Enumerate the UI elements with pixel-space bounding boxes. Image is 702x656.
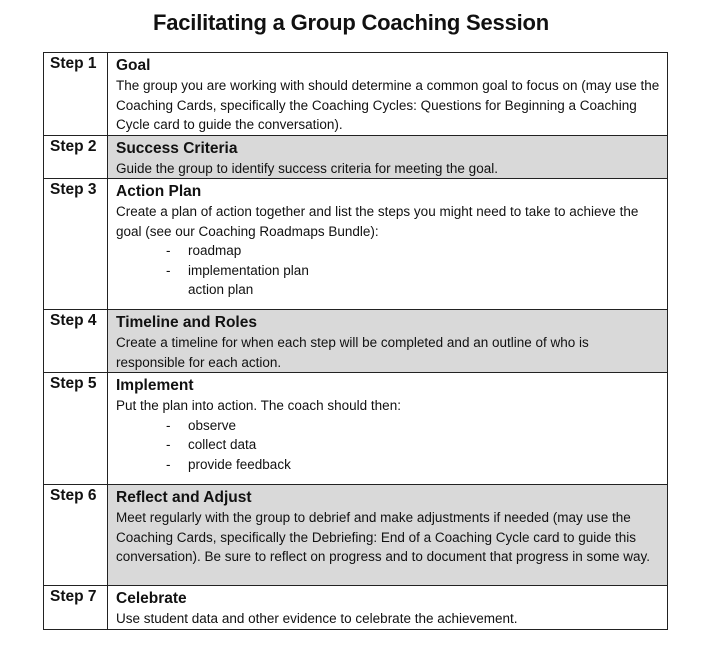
step-label: Step 2: [44, 135, 108, 179]
list-item-text: implementation plan: [188, 262, 309, 278]
step-body: Use student data and other evidence to celebrate the achievement.: [116, 611, 518, 626]
step-body: The group you are working with should determine a common goal to focus on (may use the Coaching Cards, specifically the Coaching Cycles: Questions for Beginning a Coaching Cycle card to guide the conversation).: [116, 78, 660, 132]
list-item: [166, 416, 661, 436]
list-item: [166, 280, 661, 300]
list-item: [166, 455, 661, 475]
dash-marker: -: [166, 437, 171, 452]
dash-marker: -: [166, 417, 171, 433]
list-item: [166, 261, 661, 281]
dash-marker: -: [166, 243, 171, 258]
step-content: [108, 485, 668, 586]
table-row: [44, 135, 668, 179]
list-item-text: action plan: [188, 282, 254, 297]
table-row: [44, 179, 668, 310]
step-heading: Celebrate: [116, 590, 187, 607]
step-content: [108, 135, 668, 179]
step-content: [108, 310, 668, 373]
step-label: Step 3: [44, 179, 108, 310]
step-heading: Goal: [116, 57, 151, 74]
dash-marker: -: [166, 262, 171, 278]
step-label: Step 1: [44, 53, 108, 136]
step-heading: Implement: [116, 377, 194, 394]
table-row: [44, 310, 668, 373]
step-body: Meet regularly with the group to debrief and make adjustments if needed (may use the Coaching Cards, specifically the Debriefing: End of a Coaching Cycle card to guide this conversation). Be sure to reflect on progress and to document that progress in some way.: [116, 510, 651, 564]
step-heading: Timeline and Roles: [116, 314, 257, 331]
table-row: [44, 485, 668, 586]
list-item: [166, 435, 661, 455]
step-content: [108, 179, 668, 310]
table-row: [44, 373, 668, 485]
page-title: Facilitating a Group Coaching Session: [153, 10, 549, 35]
step-content: [108, 373, 668, 485]
step-label: Step 5: [44, 373, 108, 485]
list-item-text: provide feedback: [188, 456, 291, 472]
step-content: [108, 586, 668, 630]
step-label: Step 6: [44, 485, 108, 586]
step-heading: Success Criteria: [116, 139, 238, 157]
list-item-text: observe: [188, 417, 237, 433]
step-label: Step 4: [44, 310, 108, 373]
table-row: [44, 586, 668, 630]
step-body: Create a plan of action together and list the steps you might need to take to achieve the goal (see our Coaching Roadmaps Bundle):: [116, 204, 639, 239]
list-item-text: roadmap: [188, 243, 242, 258]
step-body: Create a timeline for when each step will be completed and an outline of who is responsible for each action.: [116, 335, 589, 370]
step-heading: Reflect and Adjust: [116, 489, 252, 506]
list-item-text: collect data: [188, 437, 257, 452]
dash-marker: -: [166, 456, 171, 472]
step-body: Guide the group to identify success criteria for meeting the goal.: [116, 160, 498, 176]
table-row: [44, 53, 668, 136]
step-list: [116, 416, 661, 475]
step-label: Step 7: [44, 586, 108, 630]
step-body: Put the plan into action. The coach should then:: [116, 398, 401, 413]
step-content: [108, 53, 668, 136]
step-list: [116, 241, 661, 300]
steps-table: [43, 52, 668, 630]
step-heading: Action Plan: [116, 183, 202, 200]
list-item: [166, 241, 661, 261]
